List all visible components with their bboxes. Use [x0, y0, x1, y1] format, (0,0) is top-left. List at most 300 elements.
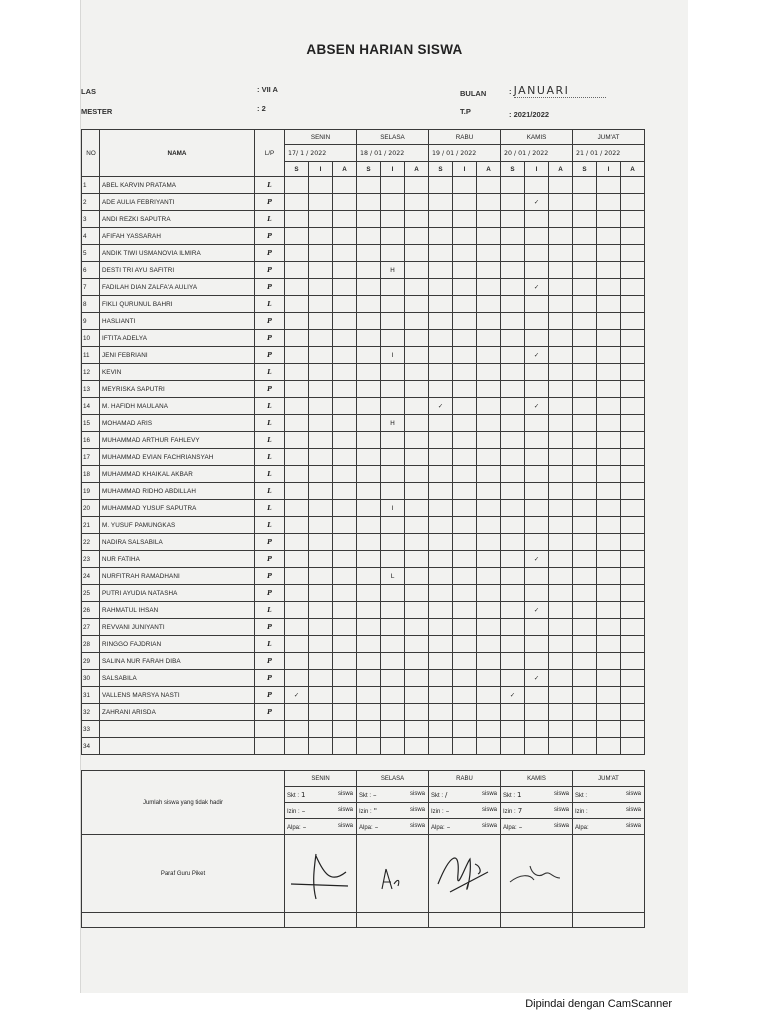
- attendance-mark: [285, 330, 309, 347]
- attendance-mark: [333, 449, 357, 466]
- attendance-mark: [621, 687, 645, 704]
- attendance-mark: [429, 415, 453, 432]
- attendance-mark: [621, 721, 645, 738]
- attendance-mark: [525, 653, 549, 670]
- tp-label: T.P: [460, 107, 471, 116]
- student-row: [82, 330, 645, 347]
- attendance-mark: [405, 432, 429, 449]
- attendance-mark: [357, 585, 381, 602]
- attendance-mark: [453, 279, 477, 296]
- student-gender: P: [255, 534, 285, 551]
- student-number: 24: [82, 568, 100, 585]
- attendance-mark: [429, 636, 453, 653]
- student-gender: P: [255, 330, 285, 347]
- attendance-mark: [357, 704, 381, 721]
- attendance-mark: [573, 177, 597, 194]
- attendance-mark: [597, 279, 621, 296]
- attendance-mark: [477, 296, 501, 313]
- student-name: IFTITA ADELYA: [100, 330, 255, 347]
- attendance-mark: [525, 704, 549, 721]
- attendance-mark: [285, 653, 309, 670]
- attendance-mark: [549, 636, 573, 653]
- attendance-mark: [381, 466, 405, 483]
- attendance-mark: [477, 415, 501, 432]
- student-name: SALINA NUR FARAH DIBA: [100, 653, 255, 670]
- sia-header: S: [357, 162, 381, 177]
- attendance-mark: [429, 653, 453, 670]
- student-name: JENI FEBRIANI: [100, 347, 255, 364]
- summary-separator: :: [511, 792, 516, 799]
- attendance-mark: [285, 398, 309, 415]
- attendance-mark: [357, 398, 381, 415]
- attendance-mark: [477, 466, 501, 483]
- attendance-mark: [549, 194, 573, 211]
- student-number: 25: [82, 585, 100, 602]
- attendance-mark: [477, 177, 501, 194]
- attendance-mark: [309, 636, 333, 653]
- attendance-mark: [405, 415, 429, 432]
- attendance-mark: [621, 296, 645, 313]
- summary-day-rabu: RABU: [429, 771, 501, 787]
- bulan-value: JANUARI: [513, 84, 570, 97]
- attendance-mark: [405, 534, 429, 551]
- attendance-mark: [333, 585, 357, 602]
- attendance-mark: [333, 415, 357, 432]
- attendance-mark: [381, 602, 405, 619]
- attendance-mark: [309, 262, 333, 279]
- attendance-mark: [549, 585, 573, 602]
- attendance-mark: [477, 636, 501, 653]
- attendance-mark: [333, 313, 357, 330]
- attendance-mark: [429, 381, 453, 398]
- summary-unit: siswa: [481, 806, 497, 813]
- signature-jumat: [573, 835, 645, 913]
- sheet-title: ABSEN HARIAN SISWA: [306, 42, 463, 57]
- student-number: 10: [82, 330, 100, 347]
- student-number: 23: [82, 551, 100, 568]
- student-number: 2: [82, 194, 100, 211]
- summary-value: –: [302, 822, 307, 831]
- attendance-mark: [477, 704, 501, 721]
- summary-value: 1: [517, 790, 522, 799]
- summary-separator: :: [367, 792, 372, 799]
- attendance-mark: [429, 551, 453, 568]
- summary-cell: [285, 803, 357, 819]
- signature-selasa: [357, 835, 429, 913]
- attendance-mark: [405, 262, 429, 279]
- summary-cell: [357, 819, 429, 835]
- student-row: [82, 687, 645, 704]
- attendance-mark: [477, 687, 501, 704]
- attendance-mark: [453, 313, 477, 330]
- attendance-mark: [477, 619, 501, 636]
- attendance-mark: [549, 364, 573, 381]
- attendance-mark: [597, 738, 621, 755]
- student-row: [82, 432, 645, 449]
- attendance-mark: [597, 483, 621, 500]
- attendance-mark: [285, 500, 309, 517]
- student-name: RAHMATUL IHSAN: [100, 602, 255, 619]
- attendance-table: [81, 129, 645, 755]
- attendance-mark: [597, 619, 621, 636]
- attendance-mark: [477, 738, 501, 755]
- student-row: [82, 381, 645, 398]
- kelas-value: : VII A: [257, 85, 278, 94]
- attendance-mark: I: [381, 500, 405, 517]
- attendance-mark: [501, 398, 525, 415]
- student-name: MUHAMMAD KHAIKAL AKBAR: [100, 466, 255, 483]
- summary-bottom-cell: [285, 913, 357, 928]
- attendance-mark: [309, 211, 333, 228]
- signature-senin: [285, 835, 357, 913]
- attendance-mark: [501, 602, 525, 619]
- attendance-mark: [381, 704, 405, 721]
- attendance-mark: [285, 636, 309, 653]
- attendance-mark: [573, 585, 597, 602]
- attendance-mark: [309, 330, 333, 347]
- student-number: 15: [82, 415, 100, 432]
- attendance-mark: [597, 211, 621, 228]
- attendance-mark: [501, 653, 525, 670]
- attendance-mark: [309, 670, 333, 687]
- attendance-mark: [525, 483, 549, 500]
- sia-header: I: [309, 162, 333, 177]
- student-name: MUHAMMAD ARTHUR FAHLEVY: [100, 432, 255, 449]
- attendance-mark: [597, 517, 621, 534]
- student-gender: L: [255, 296, 285, 313]
- student-gender: P: [255, 653, 285, 670]
- attendance-mark: [549, 619, 573, 636]
- attendance-mark: [333, 483, 357, 500]
- attendance-mark: [381, 177, 405, 194]
- attendance-mark: [357, 211, 381, 228]
- student-name: MUHAMMAD EVIAN FACHRIANSYAH: [100, 449, 255, 466]
- student-row: [82, 228, 645, 245]
- semester-label: MESTER: [81, 107, 113, 116]
- attendance-mark: [405, 738, 429, 755]
- attendance-mark: [453, 500, 477, 517]
- attendance-mark: [597, 534, 621, 551]
- summary-day-kamis: KAMIS: [501, 771, 573, 787]
- attendance-mark: [285, 279, 309, 296]
- student-gender: P: [255, 194, 285, 211]
- student-row: [82, 619, 645, 636]
- attendance-mark: [309, 704, 333, 721]
- sia-header: A: [405, 162, 429, 177]
- summary-unit: siswa: [409, 790, 425, 797]
- attendance-mark: [597, 347, 621, 364]
- student-name: VALLENS MARSYA NASTI: [100, 687, 255, 704]
- attendance-mark: [573, 296, 597, 313]
- summary-bottom-spacer: [82, 913, 285, 928]
- attendance-mark: [285, 449, 309, 466]
- attendance-mark: [573, 245, 597, 262]
- student-number: 31: [82, 687, 100, 704]
- attendance-mark: [405, 245, 429, 262]
- lp-header: L/P: [255, 130, 285, 177]
- student-name: KEVIN: [100, 364, 255, 381]
- attendance-mark: [405, 568, 429, 585]
- attendance-mark: [285, 619, 309, 636]
- attendance-mark: [573, 330, 597, 347]
- attendance-mark: [357, 653, 381, 670]
- attendance-mark: [453, 670, 477, 687]
- attendance-mark: [477, 568, 501, 585]
- attendance-mark: [501, 296, 525, 313]
- attendance-mark: [309, 534, 333, 551]
- attendance-mark: [333, 398, 357, 415]
- attendance-mark: [429, 245, 453, 262]
- attendance-mark: [429, 721, 453, 738]
- attendance-mark: [621, 653, 645, 670]
- attendance-mark: [477, 194, 501, 211]
- student-name: ZAHRANI ARISDA: [100, 704, 255, 721]
- student-row: [82, 670, 645, 687]
- attendance-mark: [525, 381, 549, 398]
- attendance-mark: [381, 551, 405, 568]
- attendance-mark: [357, 228, 381, 245]
- student-name: NURFITRAH RAMADHANI: [100, 568, 255, 585]
- student-gender: L: [255, 500, 285, 517]
- summary-unit: siswa: [337, 822, 353, 829]
- attendance-mark: [357, 296, 381, 313]
- attendance-mark: [357, 500, 381, 517]
- attendance-mark: [405, 585, 429, 602]
- attendance-mark: [621, 602, 645, 619]
- summary-cell: [573, 787, 645, 803]
- attendance-mark: [333, 364, 357, 381]
- attendance-mark: [477, 262, 501, 279]
- summary-value: –: [446, 822, 451, 831]
- attendance-mark: [309, 449, 333, 466]
- attendance-mark: [357, 517, 381, 534]
- attendance-mark: [597, 194, 621, 211]
- attendance-mark: [309, 517, 333, 534]
- student-row: [82, 483, 645, 500]
- attendance-mark: [333, 347, 357, 364]
- attendance-mark: [333, 228, 357, 245]
- attendance-mark: [501, 585, 525, 602]
- attendance-mark: [597, 687, 621, 704]
- attendance-mark: [573, 517, 597, 534]
- attendance-mark: [285, 670, 309, 687]
- sia-header: S: [501, 162, 525, 177]
- attendance-mark: [309, 245, 333, 262]
- summary-label: Izin: [503, 808, 513, 815]
- summary-bottom-cell: [429, 913, 501, 928]
- attendance-mark: [597, 704, 621, 721]
- attendance-mark: [501, 279, 525, 296]
- attendance-mark: [285, 194, 309, 211]
- attendance-mark: [525, 568, 549, 585]
- attendance-mark: [453, 636, 477, 653]
- attendance-mark: [309, 364, 333, 381]
- attendance-mark: [309, 313, 333, 330]
- summary-cell: [285, 787, 357, 803]
- student-number: 27: [82, 619, 100, 636]
- attendance-mark: [525, 619, 549, 636]
- attendance-mark: [573, 194, 597, 211]
- attendance-mark: [621, 738, 645, 755]
- attendance-mark: [477, 432, 501, 449]
- summary-label: Izin: [287, 808, 297, 815]
- summary-cell: [573, 819, 645, 835]
- attendance-mark: [573, 738, 597, 755]
- student-gender: P: [255, 279, 285, 296]
- student-row: [82, 551, 645, 568]
- student-row: [82, 398, 645, 415]
- attendance-mark: [501, 262, 525, 279]
- attendance-mark: [429, 228, 453, 245]
- attendance-mark: [549, 177, 573, 194]
- attendance-mark: [285, 534, 309, 551]
- signature-selasa-image: [358, 844, 428, 904]
- attendance-mark: [549, 670, 573, 687]
- student-number: 20: [82, 500, 100, 517]
- attendance-mark: [333, 602, 357, 619]
- attendance-mark: [549, 738, 573, 755]
- attendance-mark: [501, 177, 525, 194]
- attendance-mark: [285, 415, 309, 432]
- student-name: ANDIK TIWI USMANOVIA ILMIRA: [100, 245, 255, 262]
- attendance-mark: [381, 330, 405, 347]
- attendance-mark: [597, 466, 621, 483]
- attendance-mark: [621, 228, 645, 245]
- attendance-mark: [501, 670, 525, 687]
- attendance-mark: [549, 330, 573, 347]
- attendance-mark: [501, 245, 525, 262]
- attendance-mark: [573, 211, 597, 228]
- student-gender: L: [255, 602, 285, 619]
- attendance-mark: [597, 449, 621, 466]
- attendance-mark: ✓: [525, 602, 549, 619]
- attendance-mark: [309, 381, 333, 398]
- attendance-mark: [453, 211, 477, 228]
- signature-rabu-image: [430, 844, 500, 904]
- student-gender: P: [255, 585, 285, 602]
- attendance-mark: [477, 330, 501, 347]
- attendance-mark: [597, 381, 621, 398]
- attendance-mark: [573, 262, 597, 279]
- attendance-mark: [357, 262, 381, 279]
- student-row: [82, 568, 645, 585]
- attendance-mark: [453, 432, 477, 449]
- attendance-mark: [333, 194, 357, 211]
- attendance-mark: [405, 704, 429, 721]
- attendance-mark: [405, 313, 429, 330]
- summary-cell: [357, 787, 429, 803]
- attendance-mark: [309, 500, 333, 517]
- attendance-mark: [381, 432, 405, 449]
- day-rabu: RABU: [429, 130, 501, 145]
- attendance-mark: [381, 619, 405, 636]
- student-name: FADILAH DIAN ZALFA'A AULIYA: [100, 279, 255, 296]
- attendance-mark: [333, 466, 357, 483]
- attendance-mark: [621, 534, 645, 551]
- summary-value: –: [301, 806, 306, 815]
- attendance-mark: [453, 585, 477, 602]
- attendance-mark: [333, 500, 357, 517]
- sia-header: A: [549, 162, 573, 177]
- student-name: FIKLI QURUNUL BAHRI: [100, 296, 255, 313]
- attendance-mark: ✓: [525, 347, 549, 364]
- bulan-field: : JANUARI: [509, 84, 606, 98]
- attendance-mark: [285, 568, 309, 585]
- summary-table: [81, 770, 645, 928]
- student-gender: P: [255, 551, 285, 568]
- summary-bottom-cell: [573, 913, 645, 928]
- sia-header: I: [525, 162, 549, 177]
- student-row: [82, 313, 645, 330]
- summary-unit: siswa: [553, 822, 569, 829]
- attendance-mark: [381, 449, 405, 466]
- attendance-mark: [525, 211, 549, 228]
- student-number: 6: [82, 262, 100, 279]
- attendance-mark: [597, 296, 621, 313]
- attendance-mark: [477, 245, 501, 262]
- attendance-mark: [429, 364, 453, 381]
- no-header: NO: [82, 130, 100, 177]
- attendance-mark: [549, 347, 573, 364]
- student-name: NADIRA SALSABILA: [100, 534, 255, 551]
- attendance-mark: [309, 721, 333, 738]
- summary-separator: :: [295, 792, 300, 799]
- attendance-mark: [501, 466, 525, 483]
- student-name: [100, 721, 255, 738]
- attendance-mark: [405, 636, 429, 653]
- attendance-mark: [357, 449, 381, 466]
- attendance-mark: [381, 670, 405, 687]
- summary-unit: siswa: [481, 822, 497, 829]
- attendance-mark: [357, 670, 381, 687]
- attendance-mark: [285, 602, 309, 619]
- student-gender: L: [255, 432, 285, 449]
- student-gender: L: [255, 517, 285, 534]
- summary-separator: :: [440, 808, 444, 815]
- summary-value: –: [445, 806, 450, 815]
- student-gender: P: [255, 670, 285, 687]
- attendance-mark: [621, 313, 645, 330]
- attendance-mark: [549, 415, 573, 432]
- attendance-mark: [381, 381, 405, 398]
- student-gender: P: [255, 704, 285, 721]
- attendance-mark: [477, 449, 501, 466]
- attendance-mark: [621, 330, 645, 347]
- attendance-mark: [597, 432, 621, 449]
- attendance-mark: [357, 568, 381, 585]
- summary-separator: :: [439, 792, 444, 799]
- attendance-mark: [525, 432, 549, 449]
- attendance-mark: [549, 534, 573, 551]
- attendance-mark: [285, 483, 309, 500]
- attendance-mark: [621, 398, 645, 415]
- student-name: M. YUSUF PAMUNGKAS: [100, 517, 255, 534]
- attendance-mark: [309, 279, 333, 296]
- attendance-mark: [501, 432, 525, 449]
- student-row: [82, 347, 645, 364]
- student-number: 28: [82, 636, 100, 653]
- student-number: 34: [82, 738, 100, 755]
- attendance-mark: [573, 228, 597, 245]
- attendance-mark: [429, 704, 453, 721]
- attendance-mark: [501, 636, 525, 653]
- attendance-mark: [381, 228, 405, 245]
- attendance-mark: [309, 296, 333, 313]
- attendance-mark: [597, 551, 621, 568]
- attendance-mark: [381, 313, 405, 330]
- attendance-mark: [477, 517, 501, 534]
- student-gender: P: [255, 568, 285, 585]
